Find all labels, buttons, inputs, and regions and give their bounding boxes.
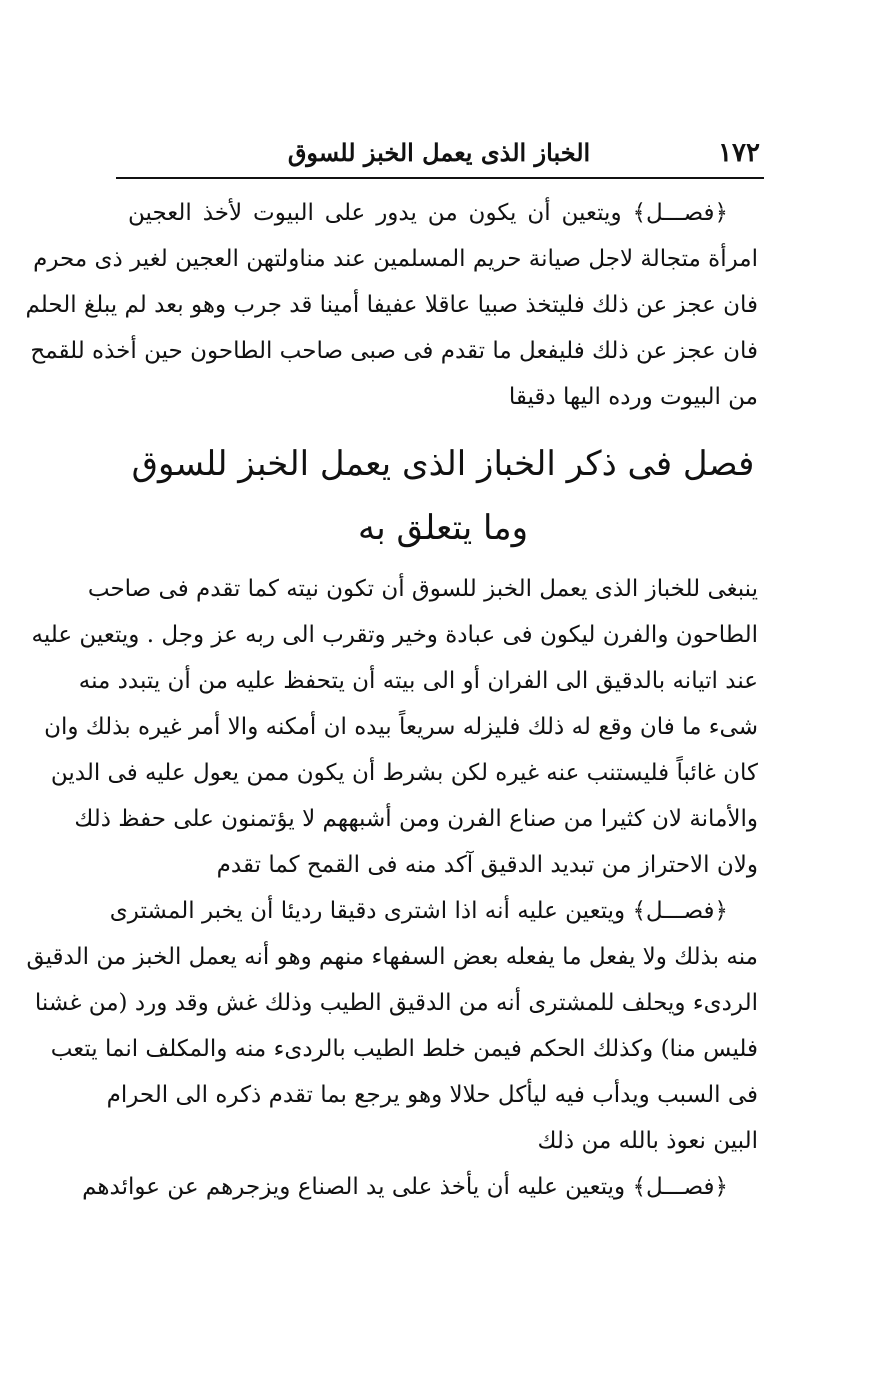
page-header (118, 130, 760, 176)
section-heading-line-2: وما يتعلق به (357, 508, 529, 548)
text-line: والأمانة لان كثيرا من صناع الفرن ومن أشبههم لا يؤتمنون على حفظ ذلك (74, 806, 758, 832)
text-line: ولان الاحتراز من تبديد الدقيق آكد منه فى القمح كما تقدم (216, 852, 758, 878)
running-title: الخباز الذى يعمل الخبز للسوق (287, 138, 591, 167)
text-line: البين نعوذ بالله من ذلك (537, 1128, 758, 1154)
text-line: ﴿فصـــل﴾ ويتعين أن يكون من يدور على البيوت لأخذ العجين (128, 200, 728, 226)
text-line: ﴿فصـــل﴾ ويتعين عليه أن يأخذ على يد الصناع ويزجرهم عن عوائدهم (82, 1174, 728, 1200)
text-line: فى السبب ويدأب فيه ليأكل حلالا وهو يرجع بما تقدم ذكره الى الحرام (106, 1082, 758, 1108)
section-heading-line-1: فصل فى ذكر الخباز الذى يعمل الخبز للسوق (131, 444, 755, 484)
text-line: الردىء ويحلف للمشترى أنه من الدقيق الطيب وذلك غش وقد ورد (من غشنا (34, 990, 758, 1016)
text-line: ينبغى للخباز الذى يعمل الخبز للسوق أن تكون نيته كما تقدم فى صاحب (87, 576, 758, 602)
text-line: امرأة متجالة لاجل صيانة حريم المسلمين عند مناولتهن العجين لغير ذى محرم (33, 246, 758, 272)
text-line: فان عجز عن ذلك فليفعل ما تقدم فى صبى صاحب الطاحون حين أخذه للقمح (30, 338, 758, 364)
text-line: فليس منا) وكذلك الحكم فيمن خلط الطيب بالردىء منه والمكلف انما يتعب (50, 1036, 758, 1062)
text-line: شىء ما فان وقع له ذلك فليزله سريعاً بيده ان أمكنه والا أمر غيره بذلك وان (44, 714, 758, 740)
text-line: منه بذلك ولا يفعل ما يفعله بعض السفهاء منهم وهو أنه يعمل الخبز من الدقيق (26, 944, 758, 970)
page-number: ١٧٢ (718, 138, 760, 168)
header-rule (116, 177, 764, 179)
text-line: كان غائباً فليستنب عنه غيره لكن بشرط أن يكون ممن يعول عليه فى الدين (50, 760, 758, 786)
text-line: الطاحون والفرن ليكون فى عبادة وخير وتقرب الى ربه عز وجل . ويتعين عليه (31, 622, 758, 648)
intro-paragraph (25, 190, 758, 420)
text-line: فان عجز عن ذلك فليتخذ صبيا عاقلا عفيفا أمينا قد جرب وهو بعد لم يبلغ الحلم (25, 292, 758, 318)
text-line: عند اتيانه بالدقيق الى الفران أو الى بيته أن يتحفظ عليه من أن يتبدد منه (78, 668, 758, 694)
text-line: من البيوت ورده اليها دقيقا (508, 384, 758, 410)
text-line: ﴿فصـــل﴾ ويتعين عليه أنه اذا اشترى دقيقا رديئا أن يخبر المشترى (109, 898, 728, 924)
main-text (26, 566, 758, 1210)
